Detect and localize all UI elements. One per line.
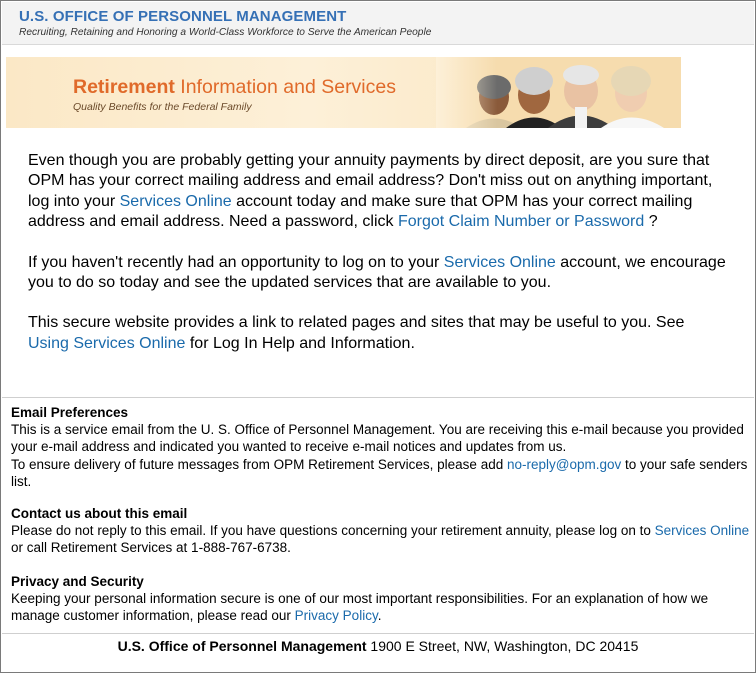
intro-paragraph-3 <box>28 313 728 354</box>
footer-divider <box>2 633 754 634</box>
privacy-section <box>11 573 751 625</box>
safe-senders-text-a: To ensure delivery of future messages from OPM Retirement Services, please add <box>11 456 504 472</box>
privacy-policy-link[interactable]: Privacy Policy <box>294 608 378 624</box>
contact-heading: Contact us about this email <box>11 506 188 521</box>
retirement-banner <box>6 57 681 128</box>
intro-paragraph-2 <box>28 253 728 294</box>
services-online-link-1[interactable]: Services Online <box>119 192 232 210</box>
intro-p3-text-b: for Log In Help and Information. <box>189 334 415 352</box>
intro-text <box>28 151 728 374</box>
no-reply-email-link[interactable]: no-reply@opm.gov <box>506 456 622 472</box>
footer <box>2 638 754 654</box>
intro-p3-text-a: This secure website provides a link to related pages and sites that may be useful to you. See <box>28 314 685 332</box>
retirees-photo <box>436 57 681 128</box>
intro-p2-text-b: account, we encourage you to do so today and see the updated services that are available to you. <box>28 253 726 292</box>
privacy-heading: Privacy and Security <box>11 574 144 589</box>
privacy-text-a: Keeping your personal information secure is one of our most important responsibilities. For an explanation of how we manage customer information, please read our <box>11 591 709 624</box>
services-online-link-2[interactable]: Services Online <box>443 253 556 271</box>
footer-org: U.S. Office of Personnel Management <box>117 638 367 654</box>
contact-text <box>11 522 751 556</box>
intro-p1-text-b: account today and make sure that OPM has your correct mailing address and email address. Need a password, click <box>28 192 693 231</box>
header-bar <box>2 2 754 45</box>
banner-title <box>73 76 396 99</box>
banner-title-bold: Retirement <box>73 76 175 98</box>
footer-address: 1900 E Street, NW, Washington, DC 20415 <box>370 638 639 654</box>
email-preferences-heading: Email Preferences <box>11 405 129 420</box>
forgot-password-link[interactable]: Forgot Claim Number or Password <box>397 213 645 231</box>
agency-name: U.S. OFFICE OF PERSONNEL MANAGEMENT <box>19 8 347 25</box>
intro-paragraph-1 <box>28 151 728 233</box>
agency-tagline: Recruiting, Retaining and Honoring a World-Class Workforce to Serve the American People <box>19 27 432 38</box>
contact-section <box>11 505 751 557</box>
contact-text-a: Please do not reply to this email. If you have questions concerning your retirement annuity, please log on to <box>11 523 651 539</box>
safe-senders-text <box>11 456 751 490</box>
banner-subtitle: Quality Benefits for the Federal Family <box>73 101 252 113</box>
intro-p1-text-a: Even though you are probably getting your annuity payments by direct deposit, are you sure that OPM has your correct mailing address and email address? Don't miss out on anything important, log into your <box>28 152 713 210</box>
intro-p2-text-a: If you haven't recently had an opportunity to log on to your <box>28 253 440 271</box>
safe-senders-text-b: to your safe senders list. <box>11 456 748 489</box>
using-services-online-link[interactable]: Using Services Online <box>28 334 186 352</box>
privacy-text-b: . <box>377 608 382 624</box>
banner-title-rest: Information and Services <box>180 76 396 98</box>
contact-text-b: or call Retirement Services at 1-888-767-6738. <box>11 540 291 556</box>
email-preferences-section <box>11 404 751 490</box>
services-online-link-3[interactable]: Services Online <box>654 523 750 539</box>
privacy-text <box>11 590 751 624</box>
divider <box>2 397 754 398</box>
intro-p1-text-c: ? <box>648 213 658 231</box>
email-preferences-text: This is a service email from the U. S. Office of Personnel Management. You are receiving this e-mail because you provided your e-mail address and indicated you wanted to receive e-mail notices and updates from us. <box>11 422 744 455</box>
